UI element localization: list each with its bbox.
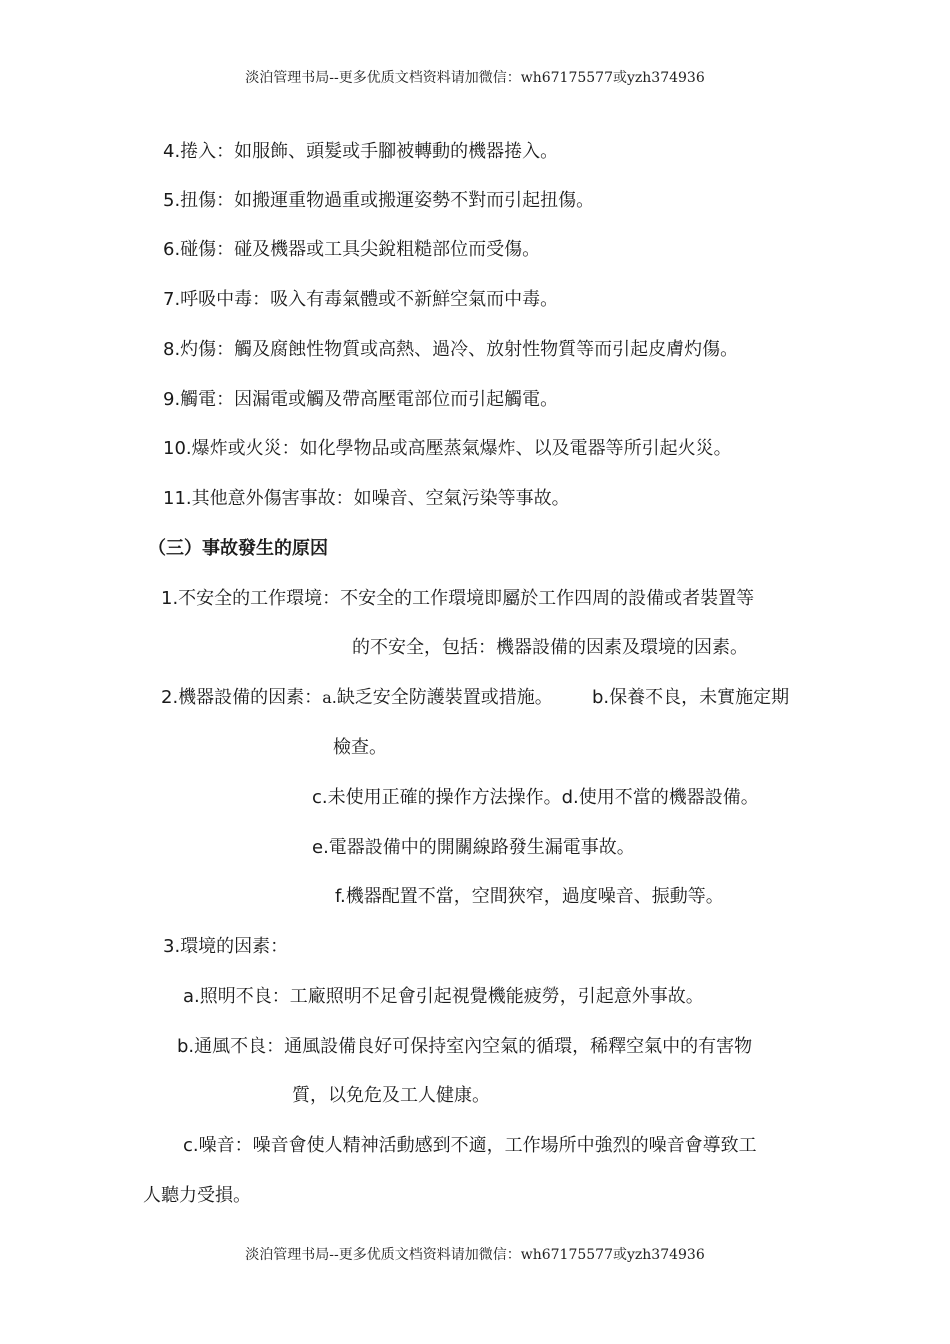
cause2-a-text: 缺乏安全防護裝置或措施。 bbox=[336, 687, 553, 708]
cause2-line1 bbox=[161, 686, 553, 710]
cause3-label: 3.環境的因素： bbox=[163, 936, 289, 957]
list-item-11: 11.其他意外傷害事故：如噪音、空氣污染等事故。 bbox=[163, 488, 570, 509]
list-item-9: 9.觸電：因漏電或觸及帶高壓電部位而引起觸電。 bbox=[163, 389, 559, 410]
page-footer: 淡泊管理书局--更多优质文档资料请加微信：wh67175577或yzh374936 bbox=[245, 1247, 705, 1263]
cause2-a-prefix: a. bbox=[322, 688, 337, 707]
list-item-8: 8.灼傷：觸及腐蝕性物質或高熱、過冷、放射性物質等而引起皮膚灼傷。 bbox=[163, 339, 739, 360]
cause3-b-line2: 質，以免危及工人健康。 bbox=[292, 1085, 490, 1106]
page-header: 淡泊管理书局--更多优质文档资料请加微信：wh67175577或yzh374936 bbox=[245, 70, 705, 86]
cause2-b-line1: b.保養不良，未實施定期 bbox=[592, 687, 790, 708]
cause1-line1: 1.不安全的工作環境：不安全的工作環境即屬於工作四周的設備或者裝置等 bbox=[161, 588, 755, 609]
cause2-b-line2: 檢查。 bbox=[333, 737, 387, 758]
cause1-line2: 的不安全，包括：機器設備的因素及環境的因素。 bbox=[352, 637, 748, 658]
cause2-label: 2.機器設備的因素： bbox=[161, 687, 323, 708]
cause2-cd: c.未使用正確的操作方法操作。d.使用不當的機器設備。 bbox=[312, 787, 759, 808]
list-item-4: 4.捲入：如服飾、頭髮或手腳被轉動的機器捲入。 bbox=[163, 141, 559, 162]
cause2-f: f.機器配置不當，空間狹窄，過度噪音、振動等。 bbox=[335, 886, 724, 907]
list-item-5: 5.扭傷：如搬運重物過重或搬運姿勢不對而引起扭傷。 bbox=[163, 190, 595, 211]
cause3-c-line2: 人聽力受損。 bbox=[143, 1185, 251, 1206]
list-item-7: 7.呼吸中毒：吸入有毒氣體或不新鮮空氣而中毒。 bbox=[163, 289, 559, 310]
section-heading: （三）事故發生的原因 bbox=[148, 538, 328, 559]
cause3-b-line1: b.通風不良：通風設備良好可保持室內空氣的循環，稀釋空氣中的有害物 bbox=[177, 1036, 753, 1057]
list-item-10: 10.爆炸或火災：如化學物品或高壓蒸氣爆炸、以及電器等所引起火災。 bbox=[163, 438, 732, 459]
cause2-e: e.電器設備中的開關線路發生漏電事故。 bbox=[312, 837, 635, 858]
cause3-c-line1: c.噪音：噪音會使人精神活動感到不適，工作場所中強烈的噪音會導致工 bbox=[183, 1135, 757, 1156]
cause3-a: a.照明不良：工廠照明不足會引起視覺機能疲勞，引起意外事故。 bbox=[183, 986, 704, 1007]
list-item-6: 6.碰傷：碰及機器或工具尖銳粗糙部位而受傷。 bbox=[163, 239, 541, 260]
